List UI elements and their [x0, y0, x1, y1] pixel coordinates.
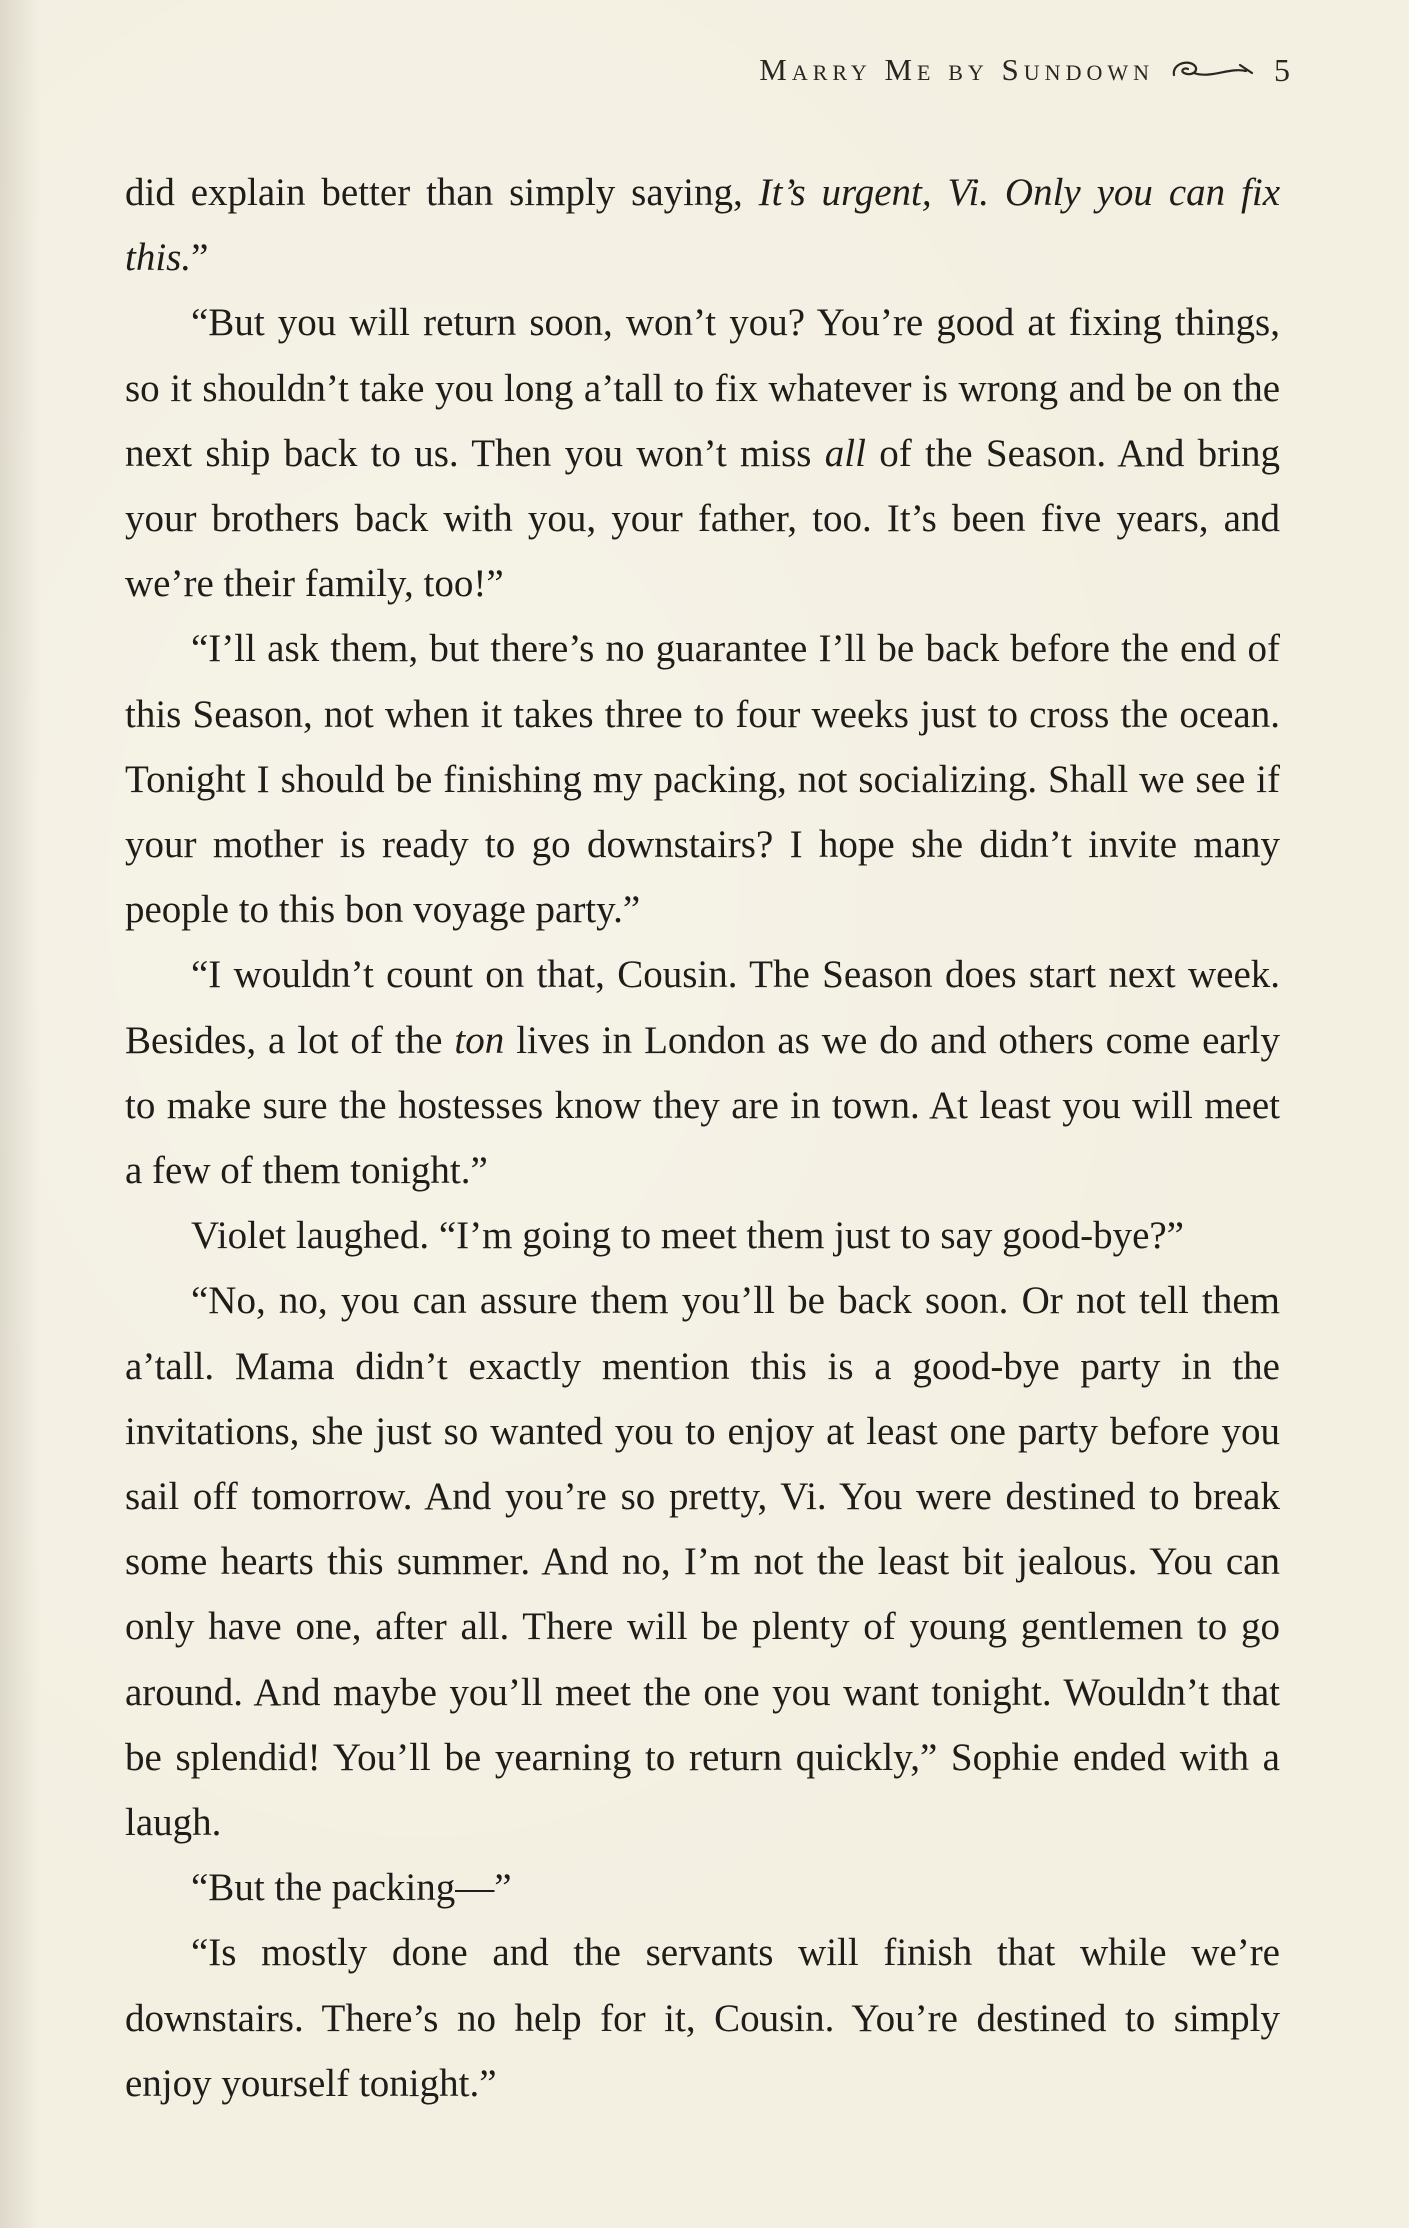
- text-run: Violet laughed. “I’m going to meet them just to say good-bye?”: [191, 1214, 1184, 1258]
- gutter-shadow: [0, 0, 40, 2228]
- body-text: [125, 160, 1280, 2116]
- paragraph: [125, 1268, 1280, 1855]
- running-title: Marry Me by Sundown: [759, 52, 1154, 87]
- paragraph: [125, 1920, 1280, 2116]
- running-header: [560, 48, 1290, 92]
- text-run: “I wouldn’t count on that, Cousin. The Season does start next week. Besides, a lot of the: [125, 953, 1280, 1062]
- flourish-ornament-icon: [1170, 55, 1262, 85]
- text-run: lives in London as we do and others come early to make sure the hostesses know they are in town. At least you will meet a few of them tonight.”: [125, 1018, 1281, 1193]
- text-run: “But the packing—”: [191, 1866, 512, 1910]
- paragraph: [125, 1203, 1280, 1268]
- text-run: “Is mostly done and the servants will finish that while we’re downstairs. There’s no help for it, Cousin. You’re destined to simply enjoy yourself tonight.”: [125, 1931, 1280, 2105]
- paragraph: [125, 942, 1280, 1203]
- italic-text: It’s urgent, Vi. Only you can fix this.: [125, 171, 1281, 280]
- text-run: “But you will return soon, won’t you? You’re good at fixing things, so it shouldn’t take you long a’tall to fix whatever is wrong and be on the next ship back to us. Then you won’t miss: [125, 301, 1280, 475]
- italic-text: ton: [454, 1018, 505, 1062]
- page-number: 5: [1274, 51, 1290, 88]
- text-run: “No, no, you can assure them you’ll be back soon. Or not tell them a’tall. Mama didn’t exactly mention this is a good-bye party in the invitations, she just so wanted you to enjoy at least one party before you sail off tomorrow. And you’re so pretty, Vi. You were destined to break some hearts this summer. And no, I’m not the least bit jealous. You can only have one, after all. There will be plenty of young gentlemen to go around. And maybe you’ll meet the one you want tonight. Wouldn’t that be splendid! You’ll be yearning to return quickly,” Sophie ended with a laugh.: [125, 1279, 1280, 1845]
- text-run: did explain better than simply saying,: [125, 171, 759, 214]
- paragraph: [125, 290, 1280, 616]
- text-run: ”: [191, 236, 209, 280]
- paragraph: [125, 616, 1280, 942]
- paragraph: [125, 1855, 1280, 1920]
- paragraph: [125, 160, 1280, 290]
- text-run: of the Season. And bring your brothers back with you, your father, too. It’s been five years, and we’re their family, too!”: [125, 431, 1280, 606]
- text-run: “I’ll ask them, but there’s no guarantee I’ll be back before the end of this Season, not when it takes three to four weeks just to cross the ocean. Tonight I should be finishing my packing, not socializing. Shall we see if your mother is ready to go downstairs? I hope she didn’t invite many people to this bon voyage party.”: [125, 627, 1280, 932]
- italic-text: all: [824, 431, 866, 475]
